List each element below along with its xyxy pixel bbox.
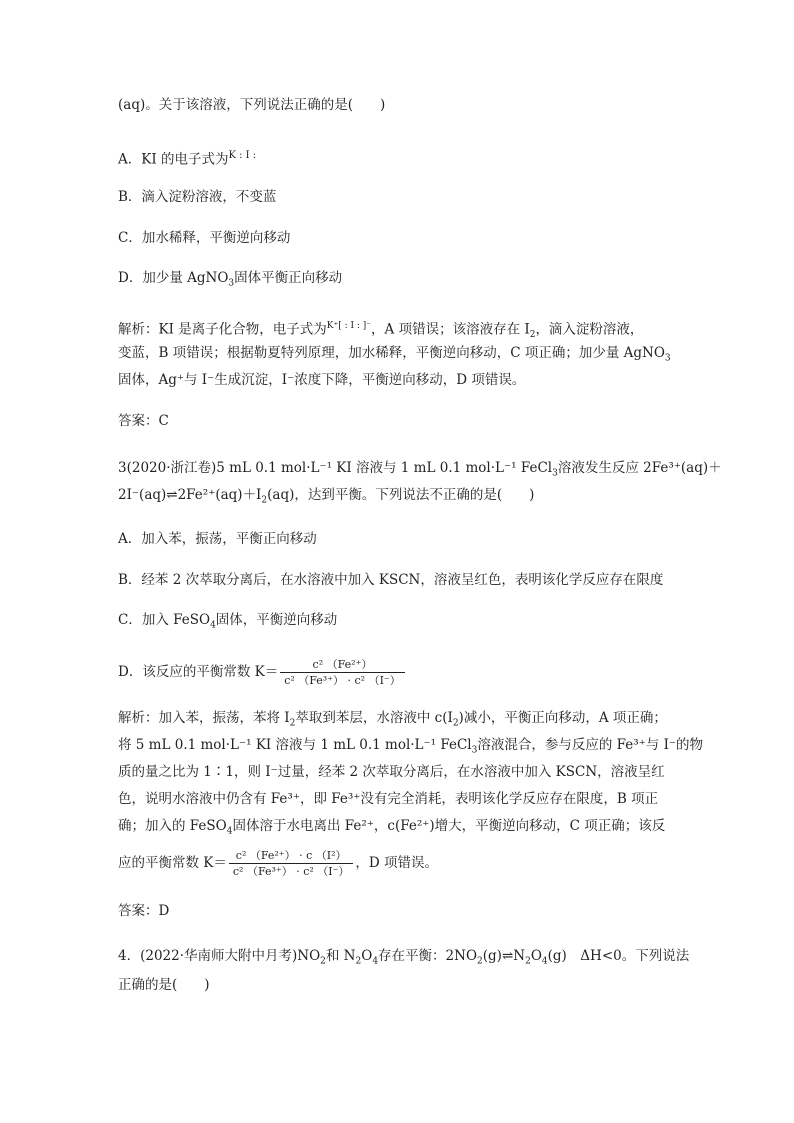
option-d: D．该反应的平衡常数 K＝ $\frac{\text{c² （Fe²⁺）}}{\text{c² （Fe³⁺） · c² （I⁻）}}$ xyxy=(118,658,407,687)
option-a: A．加入苯，振荡，平衡正向移动 xyxy=(118,531,317,547)
question-stem: 3(2020·浙江卷)5 mL 0.1 mol·L⁻¹ KI 溶液与 1 mL 0.1 mol·L⁻¹ FeCl$_3$溶液发生反应 2Fe³⁺(aq)＋ xyxy=(118,460,722,479)
answer: 答案：C xyxy=(118,413,169,429)
option-b: B．经苯 2 次萃取分离后，在水溶液中加入 KSCN，溶液呈红色，表明该化学反应存在限度 xyxy=(118,572,664,588)
electron-formula: K : I : xyxy=(228,150,257,161)
question-stem: 正确的是( ) xyxy=(118,977,210,993)
question-stem: (aq)。关于该溶液，下列说法正确的是( ) xyxy=(118,97,386,113)
option-a: A．KI 的电子式为$^{K : I :}$ xyxy=(118,150,257,168)
option-c: C．加入 FeSO$_4$固体，平衡逆向移动 xyxy=(118,612,338,631)
analysis-line: 色，说明水溶液中仍含有 Fe³⁺，即 Fe³⁺没有完全消耗，表明该化学反应存在限度，B 项正 xyxy=(118,791,659,807)
analysis-line: 解析：加入苯，振荡，苯将 $I_2$萃取到苯层，水溶液中 $c(I_2)$减小，平衡正向移动，A 项正确； xyxy=(118,710,667,729)
question-stem: 4．(2022·华南师大附中月考)$NO_2$和 $N_2O_4$存在平衡：$2NO_2(g)\rightleftharpoons N_2O_4(g)$ ΔH<0。下列说法 xyxy=(118,948,690,967)
analysis-line: 应的平衡常数 K＝ $\frac{\text{c² （Fe²⁺） · c （I²）}}{\text{c² （Fe³⁺） · c² （I⁻）}}$ ，D 项错误。 xyxy=(118,849,439,878)
question-stem: $2I^-(aq)\rightleftharpoons 2Fe^{2+}(aq)+I_2(aq)$，达到平衡。下列说法不正确的是( ) xyxy=(118,487,535,506)
analysis-line: 将 5 mL 0.1 mol·L⁻¹ KI 溶液与 1 mL 0.1 mol·L⁻¹ FeCl$_3$溶液混合，参与反应的 Fe³⁺与 I⁻的物 xyxy=(118,737,704,756)
option-b: B．滴入淀粉溶液，不变蓝 xyxy=(118,189,277,205)
option-d: D．加少量 AgNO$_3$固体平衡正向移动 xyxy=(118,270,343,289)
equilibrium-constant-fraction: $\frac{\text{c² （Fe²⁺） · c （I²）}}{\text{c² （Fe³⁺） · c² （I⁻）}}$ xyxy=(229,849,354,878)
analysis-line: 确；加入的 FeSO$_4$固体溶于水电离出 Fe²⁺，c(Fe²⁺)增大，平衡逆向移动，C 项正确；该反 xyxy=(118,818,666,837)
analysis-line: 固体，Ag⁺与 I⁻生成沉淀，I⁻浓度下降，平衡逆向移动，D 项错误。 xyxy=(118,372,526,388)
answer: 答案：D xyxy=(118,903,170,919)
equilibrium-arrow: ⇌ xyxy=(501,948,514,964)
equilibrium-arrow: ⇌ xyxy=(166,487,178,503)
analysis-line: 质的量之比为 1∶1，则 I⁻过量，经苯 2 次萃取分离后，在水溶液中加入 KSCN，溶液呈红 xyxy=(118,764,665,780)
analysis-line: 变蓝，B 项错误；根据勒夏特列原理，加水稀释，平衡逆向移动，C 项正确；加少量 AgNO$_3$ xyxy=(118,345,671,364)
analysis-line: 解析：KI 是离子化合物，电子式为$^{K^+[ : I : ]^-}$，A 项错误；该溶液存在 $I_2$，滴入淀粉溶液， xyxy=(118,321,644,341)
option-c: C．加水稀释，平衡逆向移动 xyxy=(118,230,291,246)
equilibrium-constant-fraction: $\frac{\text{c² （Fe²⁺）}}{\text{c² （Fe³⁺） · c² （I⁻）}}$ xyxy=(280,658,405,687)
electron-formula: K⁺[ : I : ]⁻ xyxy=(326,321,372,331)
